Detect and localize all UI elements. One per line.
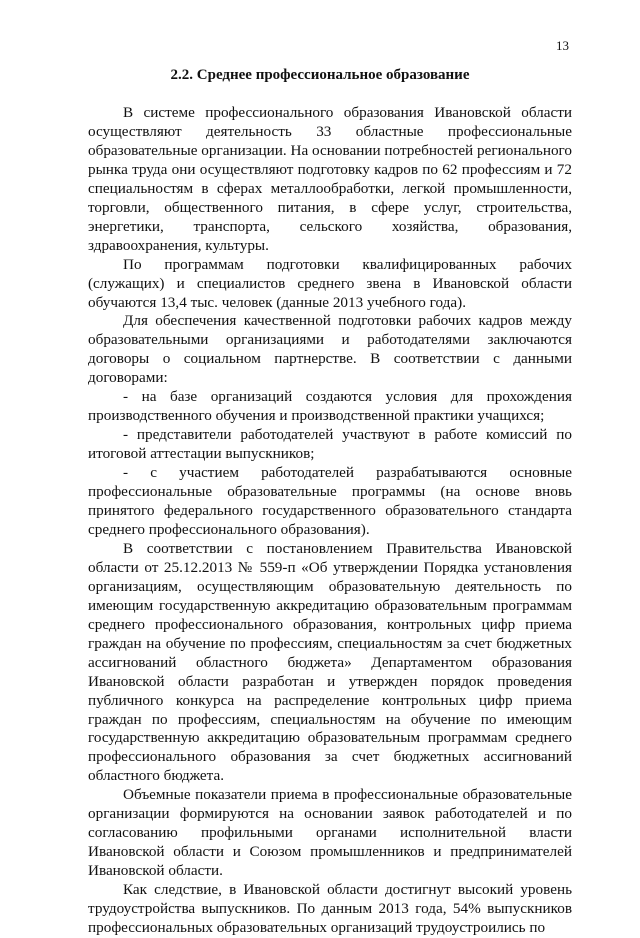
paragraph-employment: Как следствие, в Ивановской области достигнут высокий уровень трудоустройства выпускников. По данным 2013 года, 54% выпускников профессиональных образовательных организаций трудоустроились по (88, 881, 572, 936)
list-item-practice: - на базе организаций создаются условия для прохождения производственного обучения и производственной практики учащихся; (88, 388, 572, 425)
paragraph-admission: Объемные показатели приема в профессиональные образовательные организации формируются на основании заявок работодателей и по согласованию профильными органами исполнительной власти Ивановской области и Союзом промышленников и предпринимателей Ивановской области. (88, 786, 572, 880)
list-item-attestation: - представители работодателей участвуют в работе комиссий по итоговой аттестации выпускников; (88, 426, 572, 463)
paragraph-intro: В системе профессионального образования Ивановской области осуществляют деятельность 33 областные профессиональные образовательные организации. На основании потребностей регионального рынка труда они осуществляют подготовку кадров по 62 профессиям и 72 специальностям в сферах металлообработки, легкой промышленности, торговли, общественного питания, в сфере услуг, строительства, энергетики, транспорта, сельского хозяйства, образования, здравоохранения, культуры. (88, 104, 572, 254)
paragraph-resolution: В соответствии с постановлением Правительства Ивановской области от 25.12.2013 № 559-п «Об утверждении Порядка установления организациям, осуществляющим образовательную деятельность по имеющим государственную аккредитацию образовательным программам среднего профессионального образования, контрольных цифр приема граждан на обучение по профессиям, специальностям за счет бюджетных ассигнований областного бюджета» Департаментом образования Ивановской области разработан и утвержден порядок проведения публичного конкурса на распределение контрольных цифр приема граждан по профессиям, специальностям на обучение по имеющим государственную аккредитацию образовательным программам среднего профессионального образования за счет бюджетных ассигнований областного бюджета. (88, 539, 572, 785)
paragraph-students: По программам подготовки квалифицированных рабочих (служащих) и специалистов среднего звена в Ивановской области обучаются 13,4 тыс. человек (данные 2013 учебного года). (88, 255, 572, 311)
section-heading: 2.2. Среднее профессиональное образование (170, 67, 470, 83)
list-item-programs: - с участием работодателей разрабатываются основные профессиональные образовательные программы (на основе вновь принятого федерального государственного образовательного стандарта среднего профессионального образования). (88, 464, 572, 538)
document-body (88, 104, 572, 938)
page-number: 13 (556, 38, 569, 53)
paragraph-partnership: Для обеспечения качественной подготовки рабочих кадров между образовательными организациями и работодателями заключаются договоры о социальном партнерстве. В соответствии с данными договорами: (88, 312, 572, 387)
